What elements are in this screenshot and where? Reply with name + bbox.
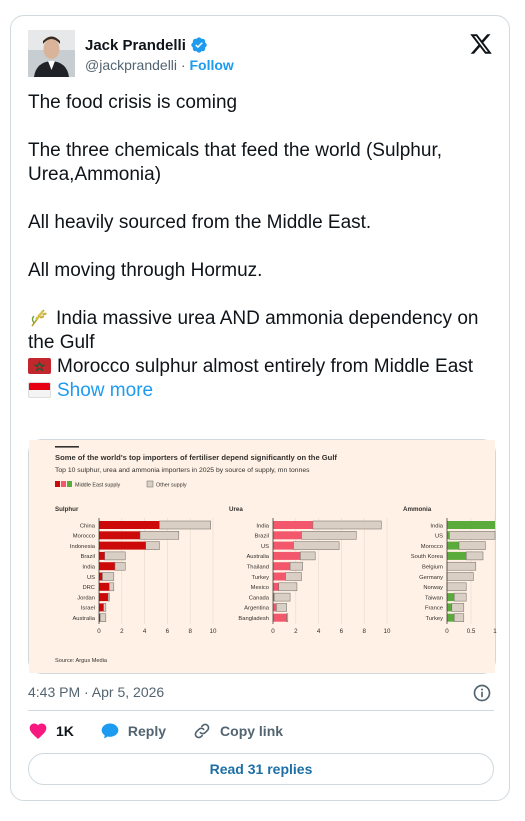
bar-middle-east: [447, 614, 454, 622]
tweet-line: The three chemicals that feed the world (Sulphur, Urea,Ammonia): [28, 140, 443, 185]
bar-other: [105, 552, 126, 560]
bar-other: [287, 614, 288, 622]
follow-button[interactable]: Follow: [189, 57, 234, 73]
bar-other: [102, 573, 113, 581]
chart-title: Some of the world's top importers of fertiliser depend significantly on the Gulf: [55, 453, 337, 462]
tick-label: 6: [165, 628, 170, 635]
category-label: Taiwan: [424, 595, 443, 602]
author-name-row[interactable]: [85, 36, 208, 54]
bar-other: [449, 531, 495, 539]
bar-middle-east: [99, 562, 115, 570]
category-label: Belgium: [422, 564, 443, 571]
tweet-line: [28, 307, 498, 355]
category-label: Germany: [419, 574, 443, 581]
bar-middle-east: [273, 614, 287, 622]
category-label: Thailand: [246, 564, 269, 571]
bar-middle-east: [447, 542, 459, 550]
tweet-text: [28, 91, 498, 403]
bar-middle-east: [273, 542, 294, 550]
fertiliser-chart: [29, 440, 495, 673]
heart-icon: [28, 721, 48, 741]
tweet-line: [28, 355, 498, 379]
bar-middle-east: [273, 552, 300, 560]
bar-middle-east: [273, 603, 276, 611]
bar-other: [140, 531, 179, 539]
morocco-flag-icon: [28, 358, 51, 374]
category-label: US: [260, 543, 269, 550]
legend-middle-east: Middle East supply: [75, 482, 121, 489]
chart-source: Source: Argus Media: [55, 658, 107, 664]
tweet-line: [28, 379, 498, 403]
bar-middle-east: [273, 531, 302, 539]
panel-title: Ammonia: [403, 506, 432, 513]
reply-label: Reply: [127, 723, 167, 739]
copy-link-label: Copy link: [220, 723, 284, 739]
reply-button[interactable]: [100, 721, 166, 741]
bar-other: [100, 614, 106, 622]
bar-other: [115, 562, 125, 570]
category-label: China: [79, 523, 95, 530]
read-replies-label: Read 31 replies: [209, 761, 313, 777]
category-label: Canada: [248, 595, 269, 602]
bar-other: [276, 603, 286, 611]
category-label: Israel: [80, 605, 95, 612]
category-label: India: [256, 523, 269, 530]
tick-label: 0: [271, 628, 275, 635]
bar-other: [109, 583, 114, 591]
bar-other: [454, 614, 464, 622]
info-icon[interactable]: [472, 683, 492, 703]
x-logo-icon[interactable]: [469, 32, 493, 56]
chart-image[interactable]: [28, 439, 496, 674]
bar-middle-east: [273, 573, 286, 581]
bar-other: [108, 593, 109, 601]
tick-label: 8: [188, 628, 192, 635]
tick-label: 4: [316, 628, 321, 635]
category-label: Mexico: [250, 585, 269, 592]
bar-other: [302, 531, 357, 539]
category-label: Australia: [72, 616, 95, 622]
tweet-line-text: Morocco sulphur almost entirely from Middle East: [57, 356, 474, 377]
indonesia-flag-icon: [28, 382, 51, 398]
reply-bubble-icon: [100, 721, 120, 741]
category-label: Bangladesh: [238, 616, 269, 622]
category-label: US: [86, 574, 95, 581]
bar-other: [274, 593, 290, 601]
bar-other: [452, 603, 464, 611]
wheat-emoji-icon: [28, 307, 50, 327]
author-handle[interactable]: @jackprandelli: [85, 57, 178, 73]
tick-label: 8: [362, 628, 366, 635]
category-label: Argentina: [244, 605, 269, 612]
bar-middle-east: [447, 593, 454, 601]
category-label: Norway: [423, 585, 443, 592]
tick-label: 0.5: [466, 628, 476, 635]
tweet-line: All moving through Hormuz.: [28, 260, 263, 281]
tweet-card: [10, 15, 510, 801]
category-label: Australia: [246, 554, 269, 561]
category-label: DRC: [82, 585, 95, 592]
like-button[interactable]: [28, 721, 74, 741]
bar-middle-east: [99, 603, 104, 611]
action-bar: [28, 721, 309, 741]
chart-subtitle: Top 10 sulphur, urea and ammonia importers in 2025 by source of supply, mn tonnes: [55, 467, 310, 474]
category-label: US: [434, 533, 443, 540]
bar-other: [300, 552, 315, 560]
category-label: France: [424, 605, 443, 612]
bar-other: [459, 542, 485, 550]
bar-other: [447, 583, 466, 591]
bar-other: [286, 573, 302, 581]
show-more-link[interactable]: Show more: [57, 380, 154, 401]
bar-middle-east: [273, 583, 279, 591]
category-label: Turkey: [251, 574, 269, 581]
category-label: South Korea: [410, 554, 443, 561]
bar-other: [466, 552, 483, 560]
category-label: India: [430, 523, 443, 530]
category-label: Brazil: [254, 533, 269, 540]
tick-label: 2: [120, 628, 124, 635]
bar-middle-east: [99, 521, 159, 529]
bar-other: [104, 603, 106, 611]
legend-other: Other supply: [156, 482, 187, 489]
tick-label: 0: [445, 628, 449, 635]
tick-label: 1: [493, 628, 497, 635]
author-handle-row: [85, 57, 234, 73]
tick-label: 0: [97, 628, 101, 635]
bar-other: [294, 542, 340, 550]
category-label: Morocco: [72, 533, 95, 540]
panel-title: Urea: [229, 506, 243, 513]
bar-other: [146, 542, 160, 550]
category-label: India: [82, 564, 95, 571]
bar-middle-east: [273, 562, 290, 570]
tick-label: 2: [294, 628, 298, 635]
bar-middle-east: [447, 521, 495, 529]
bar-middle-east: [447, 552, 466, 560]
bar-other: [447, 562, 476, 570]
bar-other: [313, 521, 381, 529]
category-label: Brazil: [80, 554, 95, 561]
avatar[interactable]: [28, 30, 75, 77]
bar-middle-east: [99, 542, 146, 550]
bar-other: [454, 593, 466, 601]
category-label: Indonesia: [69, 543, 95, 550]
author-name[interactable]: Jack Prandelli: [85, 36, 186, 54]
category-label: Jordan: [77, 595, 95, 602]
bar-middle-east: [447, 531, 449, 539]
tick-label: 10: [383, 628, 391, 635]
bar-other: [447, 573, 473, 581]
link-icon: [192, 721, 212, 741]
tick-label: 6: [339, 628, 344, 635]
copy-link-button[interactable]: [192, 721, 283, 741]
category-label: Turkey: [425, 616, 443, 622]
tick-label: 4: [142, 628, 147, 635]
divider: [28, 710, 494, 711]
bar-middle-east: [99, 573, 102, 581]
bar-other: [279, 583, 297, 591]
category-label: Morocco: [420, 543, 443, 550]
timestamp[interactable]: 4:43 PM · Apr 5, 2026: [28, 684, 165, 700]
bar-middle-east: [99, 593, 108, 601]
read-replies-button[interactable]: [28, 753, 494, 785]
verified-badge-icon: [190, 36, 208, 54]
panel-title: Sulphur: [55, 506, 79, 513]
like-count: 1K: [56, 723, 74, 739]
separator-dot: ·: [180, 57, 186, 73]
bar-middle-east: [99, 552, 105, 560]
tweet-line-text: India massive urea AND ammonia dependency on the Gulf: [28, 308, 479, 353]
bar-middle-east: [99, 531, 140, 539]
bar-middle-east: [273, 521, 313, 529]
bar-other: [159, 521, 210, 529]
bar-middle-east: [447, 603, 452, 611]
tweet-line: The food crisis is coming: [28, 92, 238, 113]
tweet-line: All heavily sourced from the Middle East.: [28, 212, 372, 233]
tick-label: 10: [209, 628, 217, 635]
bar-other: [290, 562, 303, 570]
bar-middle-east: [99, 583, 109, 591]
